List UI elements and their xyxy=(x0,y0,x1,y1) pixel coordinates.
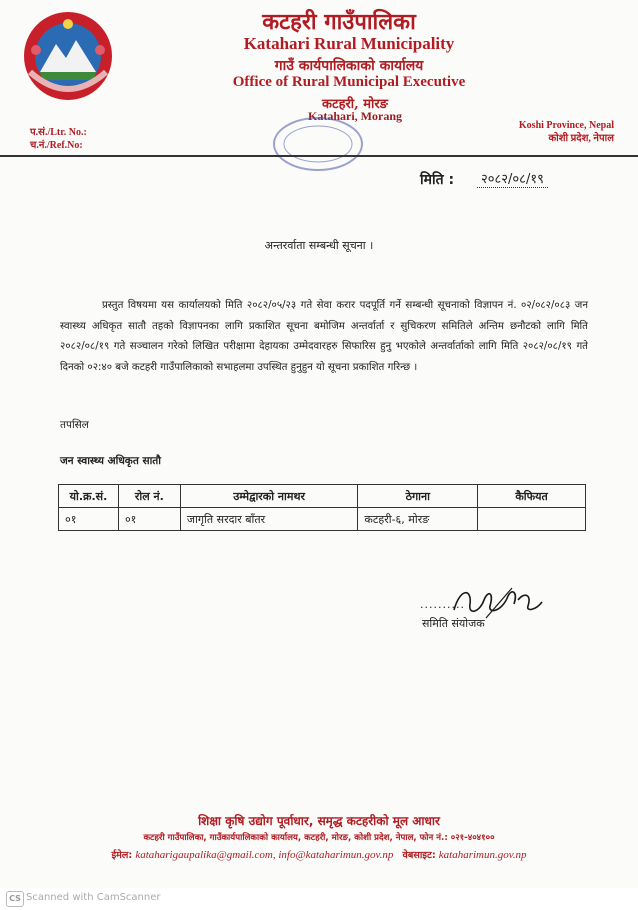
reference-labels xyxy=(30,126,87,152)
tapsil-heading: तपसिल xyxy=(60,419,89,431)
location-nepali: कटहरी, मोरङ xyxy=(322,97,388,112)
scanner-watermark xyxy=(0,888,638,910)
header-name: उम्मेद्वारको नामथर xyxy=(180,485,358,508)
post-title: जन स्वास्थ्य अधिकृत सातौ xyxy=(60,455,162,467)
official-stamp-icon xyxy=(268,115,368,173)
office-name-nepali: गाउँ कार्यपालिकाको कार्यालय xyxy=(274,58,424,74)
cell-name: जागृति सरदार बाँतर xyxy=(180,508,358,531)
website-value[interactable]: kataharimun.gov.np xyxy=(438,849,527,861)
cell-serial: ०१ xyxy=(59,508,119,531)
date-label: मिति : xyxy=(420,172,455,188)
notice-subject: अन्तरर्वाता सम्बन्धी सूचना । xyxy=(264,239,374,252)
header-roll: रोल नं. xyxy=(118,485,180,508)
notice-body: प्रस्तुत विषयमा यस कार्यालयको मिति २०८२/०५/२३ गते सेवा करार पदपूर्ति गर्ने सम्बन्धी सूचनाको विज्ञापन नं. ०२/०८२/०८३ जन स्वास्थ्य अधिकृत सातौ तहको विज्ञापनका लागि प्रकाशित सूचना बमोजिम अन्तर्वार्ता र सुचिकरण समितिले अन्तिम छनौटको लागि मिति २०८२/०८/१९ गते सञ्चालन गरेको लिखित परीक्षामा देहायका उम्मेदवारहरु सिफारिस हुनु भएकोले अन्तर्वार्ताको लागि मिति २०८२/०८/१९ गते दिनको ०२:४० बजे कटहरी गाउँपालिकाको सभाहलमा उपस्थित हुनुहुन यो सूचना प्रकाशित गरिन्छ । xyxy=(60,300,588,373)
cell-remarks xyxy=(478,508,586,531)
header-remarks: कैफियत xyxy=(478,485,586,508)
province-block xyxy=(519,119,614,145)
location-english: Katahari, Morang xyxy=(308,109,402,123)
signature-line: .......... xyxy=(420,598,465,611)
signature-label: समिति संयोजक xyxy=(422,617,485,630)
province-nepali: कोशी प्रदेश, नेपाल xyxy=(548,133,614,144)
province-english: Koshi Province, Nepal xyxy=(518,120,614,131)
camscanner-label: Scanned with CamScanner xyxy=(26,892,161,903)
office-name-english: Office of Rural Municipal Executive xyxy=(232,74,466,90)
header-divider xyxy=(0,155,638,157)
footer-slogan: शिक्षा कृषि उद्योग पूर्वाधार, समृद्ध कटहरीको मूल आधार xyxy=(198,814,440,828)
cell-roll: ०१ xyxy=(118,508,180,531)
reference-number-label: च.नं./Ref.No: xyxy=(30,140,83,151)
footer-address: कटहरी गाउँपालिका, गाउँकार्यपालिकाको कार्यालय, कटहरी, मोरङ, कोशी प्रदेश, नेपाल, फोन नं.: ०२१-४०४१०० xyxy=(143,833,495,843)
cell-address: कटहरी-६, मोरङ xyxy=(358,508,478,531)
candidate-table xyxy=(58,484,586,531)
municipality-name-english: Katahari Rural Municipality xyxy=(243,34,455,53)
header-serial: यो.क्र.सं. xyxy=(59,485,119,508)
table-header-row xyxy=(59,485,586,508)
table-row xyxy=(59,508,586,531)
camscanner-logo-icon: CS xyxy=(6,891,24,907)
header-address: ठेगाना xyxy=(358,485,478,508)
email-value[interactable]: kataharigaupalika@gmail.com, info@kataharimun.gov.np xyxy=(135,849,394,861)
letter-number-label: प.सं./Ltr. No.: xyxy=(30,127,87,138)
email-label: ईमेल: xyxy=(111,850,133,861)
footer-contacts xyxy=(0,848,638,861)
date-value: २०८२/०८/१९ xyxy=(477,169,548,188)
website-label: वेबसाइट: xyxy=(402,850,436,861)
municipality-name-nepali: कटहरी गाउँपालिका xyxy=(262,9,416,35)
